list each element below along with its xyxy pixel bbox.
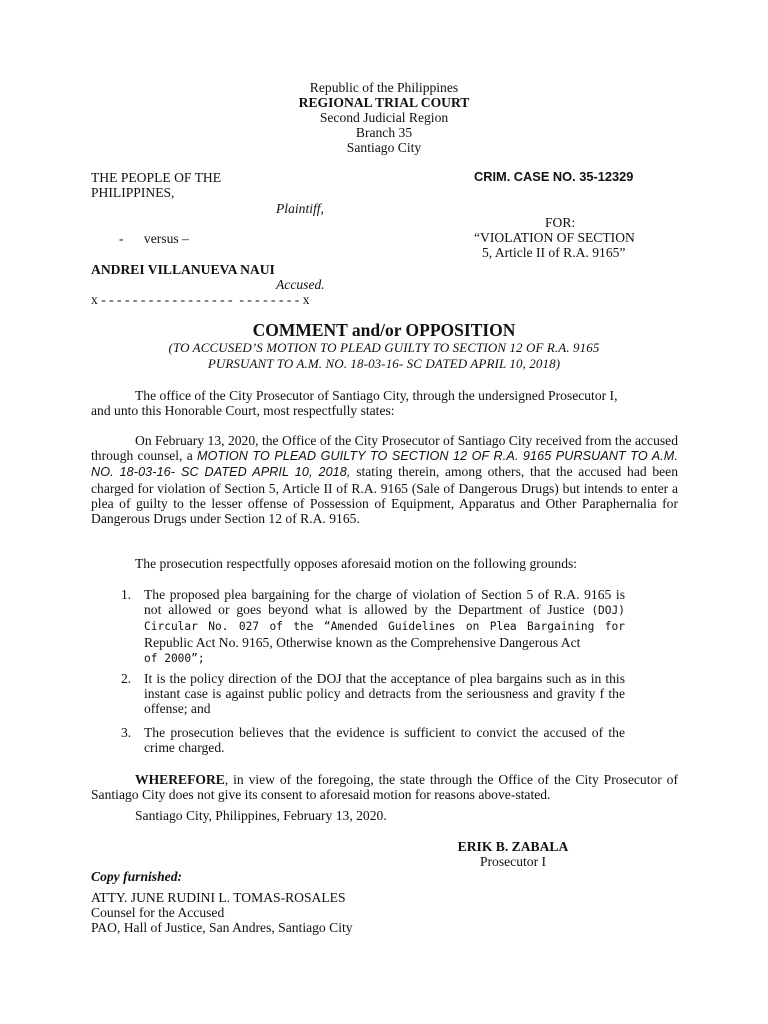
plaintiff-line1: THE PEOPLE OF THE — [91, 170, 222, 185]
court-name: REGIONAL TRIAL COURT — [298, 95, 470, 110]
ground-1-number: 1. — [121, 587, 132, 602]
motion-title: MOTION TO PLEAD GUILTY TO SECTION 12 OF R.A. 9165 PURSUANT TO A.M. NO. 18-03-16- SC DATED APRIL 10, 2018, — [91, 449, 678, 480]
court-city: Santiago City — [346, 140, 422, 155]
charge-line1: “VIOLATION OF SECTION — [474, 230, 635, 245]
ground-1-doj-circular: (DOJ) Circular No. 027 of the “Amended Guidelines on Plea Bargaining for — [144, 604, 625, 634]
document-subtitle-line1: (TO ACCUSED’S MOTION TO PLEAD GUILTY TO SECTION 12 OF R.A. 9165 — [168, 340, 600, 355]
republic-line: Republic of the Philippines — [309, 80, 459, 95]
ground-3-number: 3. — [121, 725, 132, 740]
for-label: FOR: — [545, 215, 576, 230]
copy-recipient-address: PAO, Hall of Justice, San Andres, Santiago City — [91, 920, 353, 935]
caption-separator: x - - - - - - - - - - - - - - - - - - - - - - - - - x — [91, 292, 310, 307]
judicial-region: Second Judicial Region — [319, 110, 449, 125]
ground-2-text: It is the policy direction of the DOJ that the acceptance of plea bargains such as in this instant case is against public policy and detracts from the seriousness and gravity f the offense; and — [144, 671, 625, 717]
plaintiff-line2: PHILIPPINES, — [91, 185, 175, 200]
ground-1-text — [144, 587, 625, 666]
ground-1-text-b: Republic Act No. 9165, Otherwise known as the Comprehensive Dangerous Act — [144, 634, 581, 650]
branch: Branch 35 — [355, 125, 413, 140]
wherefore-paragraph — [91, 772, 678, 802]
signatory-title: Prosecutor I — [479, 854, 547, 869]
intro-line2: and unto this Honorable Court, most respectfully states: — [91, 403, 395, 418]
wherefore-label: WHEREFORE — [135, 772, 225, 787]
copy-recipient-role: Counsel for the Accused — [91, 905, 225, 920]
ground-2-number: 2. — [121, 671, 132, 686]
place-date: Santiago City, Philippines, February 13, 2020. — [135, 808, 387, 823]
copy-recipient-name: ATTY. JUNE RUDINI L. TOMAS-ROSALES — [91, 890, 346, 905]
case-number: CRIM. CASE NO. 35-12329 — [474, 169, 634, 184]
ground-3-text: The prosecution believes that the evidence is sufficient to convict the accused of the crime charged. — [144, 725, 625, 756]
wherefore-text: , in view of the foregoing, the state through the Office of the City Prosecutor of Santiago City does not give its consent to aforesaid motion for reasons above-stated. — [91, 772, 678, 803]
ground-1-text-a: The proposed plea bargaining for the charge of violation of Section 5 of R.A. 9165 is not allowed or goes beyond what is allowed by the Department of Justice — [144, 587, 625, 618]
accused-name: ANDREI VILLANUEVA NAUI — [91, 262, 275, 277]
versus: - versus – — [119, 231, 189, 246]
signatory-name: ERIK B. ZABALA — [457, 839, 569, 854]
paragraph-opposition: The prosecution respectfully opposes aforesaid motion on the following grounds: — [135, 556, 578, 571]
intro-line1: The office of the City Prosecutor of Santiago City, through the undersigned Prosecutor I, — [135, 388, 618, 403]
charge-line2: 5, Article II of R.A. 9165” — [482, 245, 626, 260]
paragraph-receipt — [91, 433, 678, 526]
copy-furnished-label: Copy furnished: — [91, 869, 183, 884]
document-subtitle-line2: PURSUANT TO A.M. NO. 18-03-16- SC DATED APRIL 10, 2018) — [207, 356, 561, 371]
receipt-text-a: On February 13, 2020, the Office of the City Prosecutor of Santiago City received from the accused through counsel, a — [91, 433, 678, 464]
accused-role: Accused. — [276, 277, 325, 292]
ground-1-text-c: of 2000”; — [144, 651, 205, 665]
document-title: COMMENT and/or OPPOSITION — [252, 320, 516, 340]
receipt-text-b: stating therein, among others, that the accused had been charged for violation of Section 5, Article II of R.A. 9165 (Sale of Dangerous Drugs) but intends to enter a plea of guilty to the lesser offense of Possession of Equipment, Apparatus and Other Paraphernalia for Dangerous Drugs under Section 12 of R.A. 9165. — [91, 464, 678, 527]
plaintiff-role: Plaintiff, — [276, 201, 324, 216]
